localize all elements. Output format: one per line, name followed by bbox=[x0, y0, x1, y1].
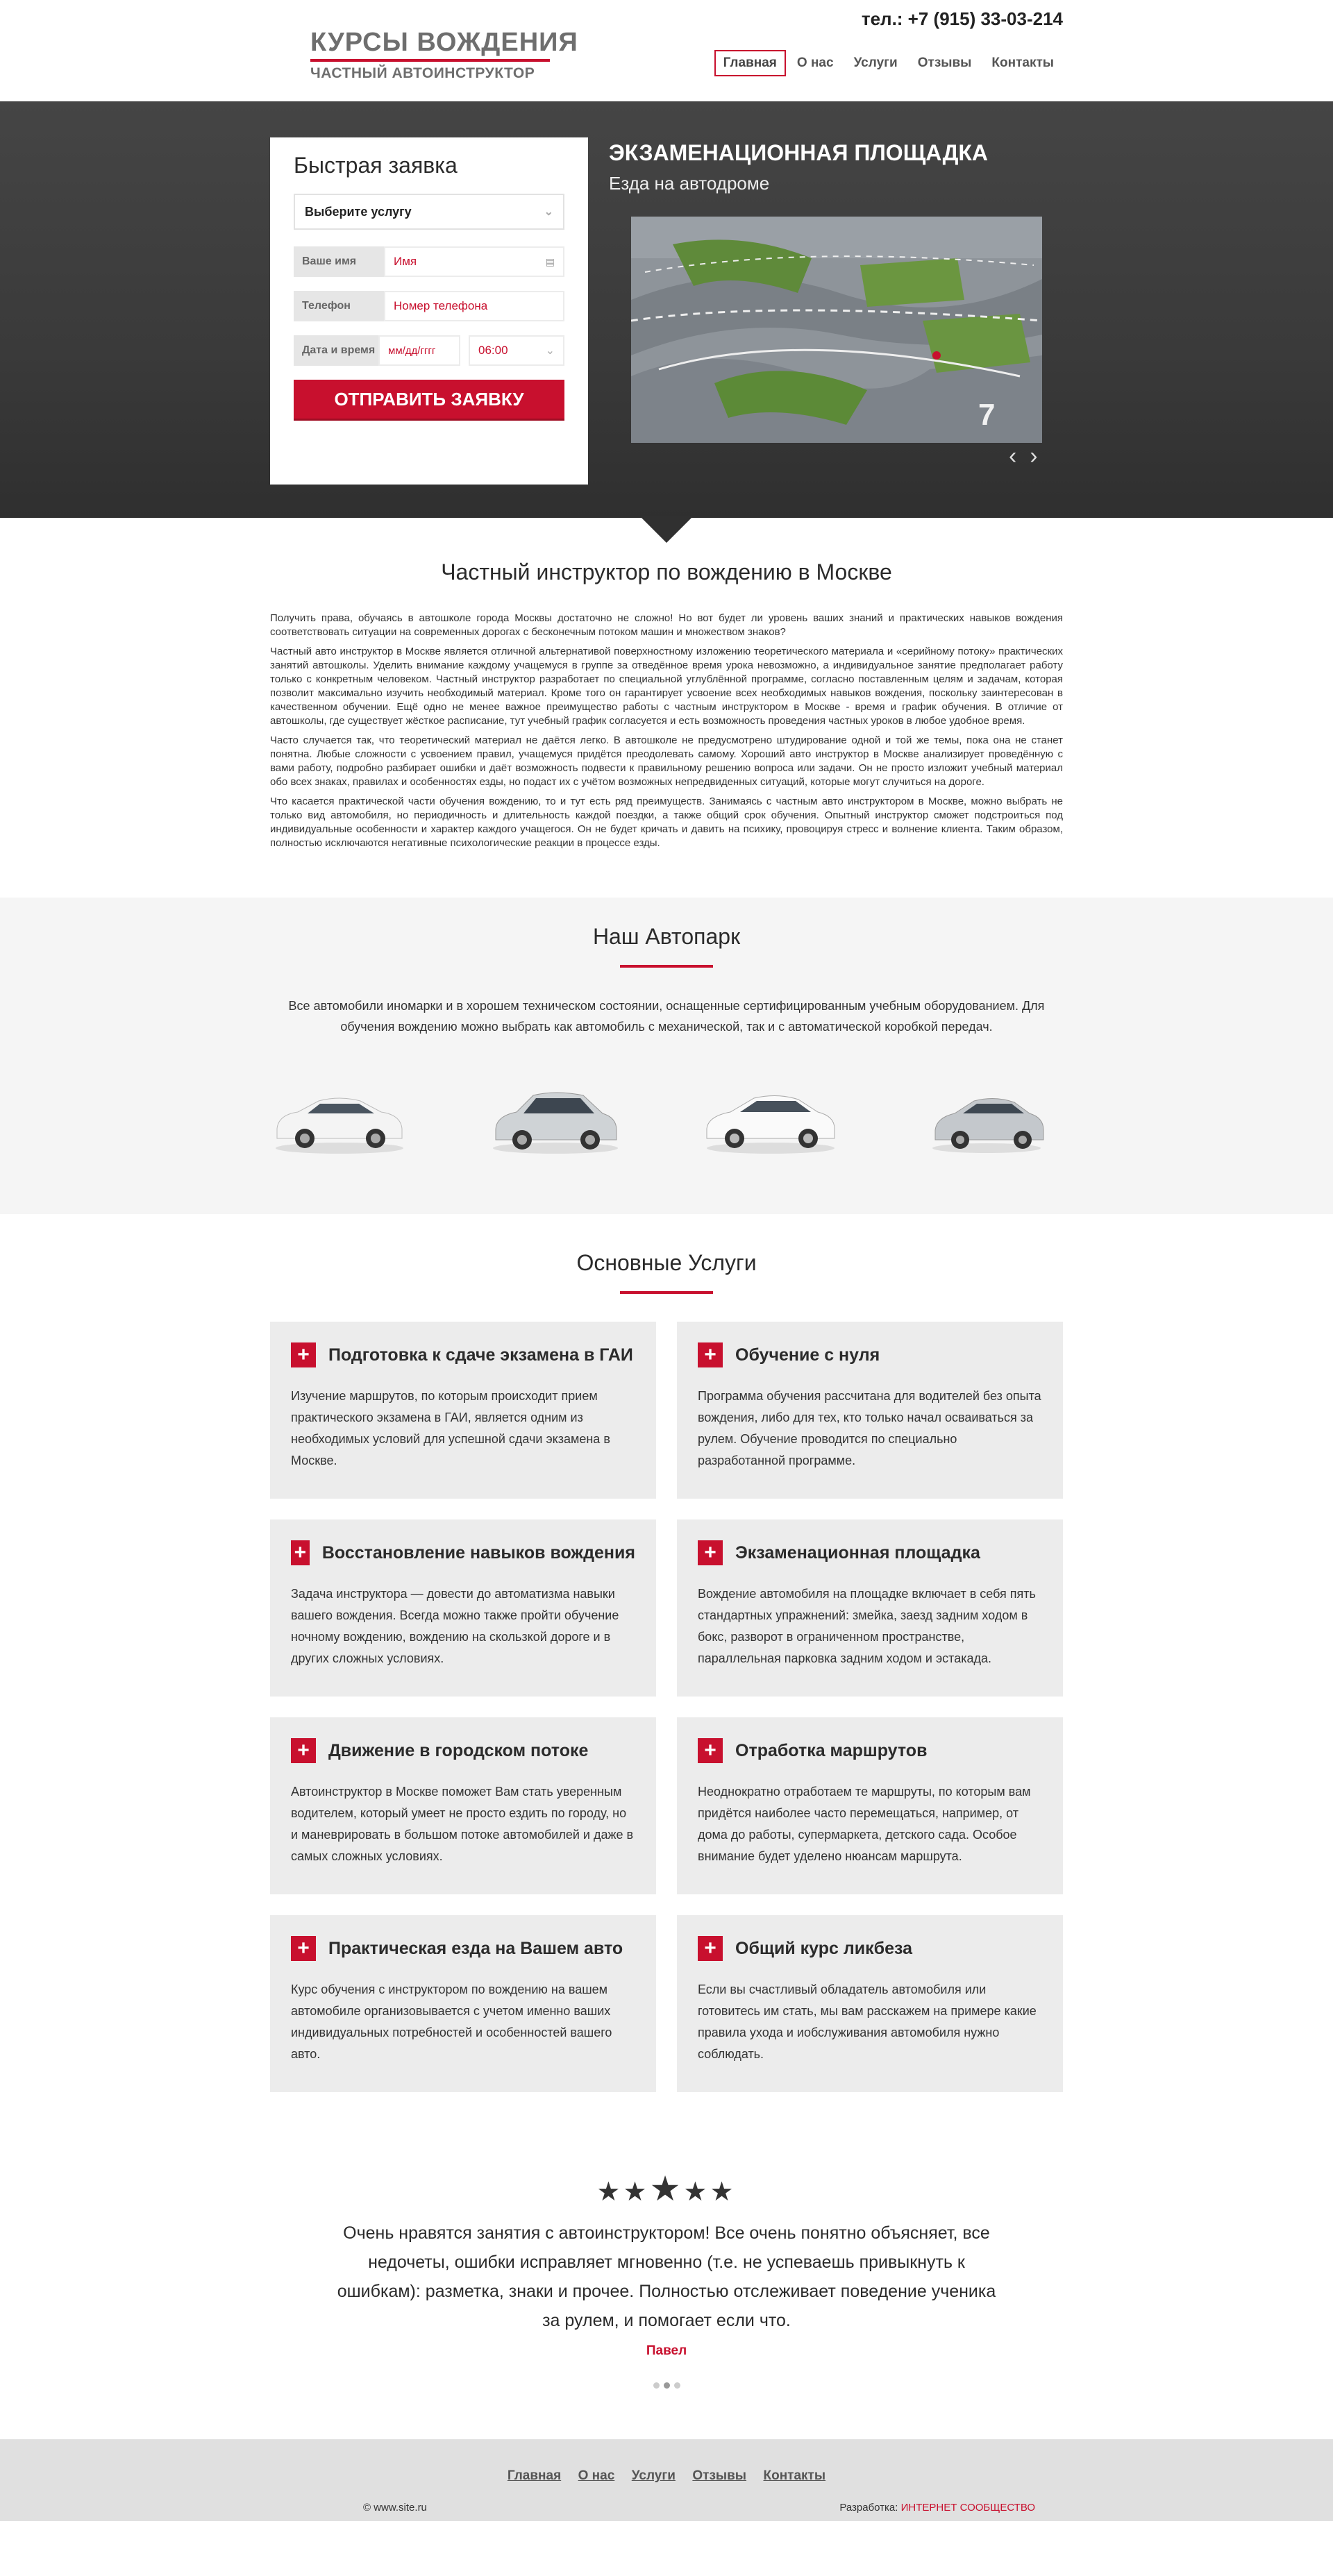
service-text: Если вы счастливый обладатель автомобиля или готовитесь им стать, мы вам расскажем на примере какие правила ухода и иобслуживания автомобиля нужно соблюдать. bbox=[698, 1982, 1037, 2061]
logo-title: КУРСЫ ВОЖДЕНИЯ bbox=[310, 28, 578, 57]
footer-nav-reviews[interactable]: Отзывы bbox=[692, 2468, 747, 2483]
review-author: Павел bbox=[646, 2343, 687, 2358]
time-value: 06:00 bbox=[478, 344, 508, 357]
datetime-row bbox=[294, 335, 564, 366]
phone-placeholder: Номер телефона bbox=[394, 299, 488, 312]
plus-icon: + bbox=[698, 1342, 723, 1367]
nav-about[interactable]: О нас bbox=[796, 56, 834, 70]
developer-link[interactable]: ИНТЕРНЕТ СООБЩЕСТВО bbox=[900, 2502, 1035, 2514]
review-text: Очень нравятся занятия с автоинструктором! Все очень понятно объясняет, все недочеты, ошибки исправляет мгновенно (т.е. не успеваешь привыкнуть к ошибкам): разметка, знаки и прочее. Полностью отслеживает поведение ученика за рулем, и помогает если что. bbox=[337, 2223, 996, 2330]
footer-nav-contacts[interactable]: Контакты bbox=[763, 2468, 826, 2483]
name-row bbox=[294, 246, 564, 277]
services-section bbox=[0, 1214, 1333, 2092]
pagination-dot[interactable] bbox=[674, 2382, 680, 2389]
service-title: Движение в городском потоке bbox=[328, 1740, 589, 1760]
hero-pointer-arrow bbox=[640, 516, 693, 543]
service-card bbox=[677, 1717, 1063, 1894]
star-icon: ★ bbox=[683, 2178, 710, 2207]
phone-label: Телефон bbox=[294, 291, 384, 321]
service-text: Автоинструктор в Москве поможет Вам стать уверенным водителем, который умеет не просто ездить по городу, но и маневрировать в большом потоке автомобилей и даже в самых сложных условиях. bbox=[291, 1785, 634, 1863]
service-title: Подготовка к сдаче экзамена в ГАИ bbox=[328, 1345, 633, 1365]
service-select[interactable] bbox=[294, 194, 564, 230]
name-input[interactable] bbox=[384, 246, 564, 277]
service-card bbox=[270, 1322, 656, 1499]
plus-icon: + bbox=[291, 1936, 316, 1961]
service-text: Вождение автомобиля на площадке включает в себя пять стандартных упражнений: змейка, заезд задним ходом в бокс, разворот в ограниченном пространстве, параллельная парковка задним ходом и эстакада. bbox=[698, 1587, 1036, 1665]
footer-nav-about[interactable]: О нас bbox=[578, 2468, 615, 2483]
service-title: Общий курс ликбеза bbox=[735, 1938, 912, 1958]
slide-title: ЭКЗАМЕНАЦИОННАЯ ПЛОЩАДКА bbox=[609, 140, 989, 165]
fleet-title: Наш Автопарк bbox=[592, 924, 741, 949]
footer-nav bbox=[270, 2468, 1063, 2484]
service-card bbox=[677, 1915, 1063, 2092]
slide-photo-driving-range bbox=[631, 217, 1042, 443]
plus-icon: + bbox=[291, 1738, 316, 1763]
logo-underline bbox=[310, 59, 550, 62]
service-text: Курс обучения с инструктором по вождению на вашем автомобиле организовывается с учетом именно ваших индивидуальных потребностей и особенностей вашего авто. bbox=[291, 1982, 612, 2061]
site-header bbox=[0, 0, 1333, 101]
time-select[interactable] bbox=[469, 335, 564, 366]
plus-icon: + bbox=[291, 1342, 316, 1367]
title-underline bbox=[620, 1291, 713, 1294]
star-icon: ★ bbox=[623, 2178, 650, 2207]
chevron-down-icon: ⌄ bbox=[545, 345, 555, 357]
slide-caption bbox=[609, 140, 988, 194]
slider-next-arrow-icon[interactable]: › bbox=[1030, 443, 1038, 469]
svg-text:7: 7 bbox=[978, 398, 996, 432]
footer-nav-services[interactable]: Услуги bbox=[631, 2468, 676, 2483]
service-title: Восстановление навыков вождения bbox=[321, 1542, 635, 1563]
main-nav bbox=[712, 50, 1063, 76]
copyright: © www.site.ru bbox=[363, 2502, 427, 2514]
star-icon: ★ bbox=[710, 2178, 737, 2207]
date-input[interactable] bbox=[378, 335, 460, 366]
form-title: Быстрая заявка bbox=[294, 153, 458, 178]
nav-reviews[interactable]: Отзывы bbox=[917, 56, 972, 70]
chevron-down-icon: ⌄ bbox=[544, 206, 553, 218]
nav-services[interactable]: Услуги bbox=[853, 56, 898, 70]
service-title: Экзаменационная площадка bbox=[735, 1542, 980, 1563]
star-icon: ★ bbox=[596, 2178, 623, 2207]
service-title: Отработка маршрутов bbox=[735, 1740, 928, 1760]
site-footer bbox=[0, 2439, 1333, 2521]
plus-icon: + bbox=[291, 1540, 310, 1565]
service-select-value: Выберите услугу bbox=[305, 204, 412, 219]
datetime-label: Дата и время bbox=[294, 335, 378, 366]
phone-input[interactable] bbox=[384, 291, 564, 321]
car-image-sedan-white-2 bbox=[701, 1080, 840, 1156]
car-image-sedan-silver bbox=[917, 1080, 1056, 1156]
developer-credit bbox=[839, 2502, 1035, 2514]
rating-stars bbox=[0, 2169, 1333, 2209]
pagination-dot-active[interactable] bbox=[664, 2382, 670, 2389]
nav-contacts[interactable]: Контакты bbox=[991, 56, 1054, 70]
services-grid bbox=[270, 1322, 1063, 2092]
slide-subtitle: Езда на автодроме bbox=[609, 173, 770, 194]
title-underline bbox=[620, 965, 713, 968]
header-phone[interactable]: тел.: +7 (915) 33-03-214 bbox=[861, 8, 1063, 29]
service-card bbox=[270, 1519, 656, 1697]
service-title: Практическая езда на Вашем авто bbox=[328, 1938, 623, 1958]
fleet-section bbox=[0, 898, 1333, 1214]
service-text: Задача инструктора — довести до автоматизма навыки вашего вождения. Всегда можно также пройти обучение ночному вождению, вождению на скользкой дороге и в других сложных условиях. bbox=[291, 1587, 619, 1665]
quick-request-form bbox=[270, 137, 588, 485]
name-placeholder: Имя bbox=[394, 255, 417, 268]
fleet-description: Все автомобили иномарки и в хорошем техническом состоянии, оснащенные сертифицированным учебным оборудованием. Для обучения вождению можно выбрать как автомобиль с механической, так и с автоматической коробкой передач. bbox=[288, 999, 1045, 1034]
service-text: Изучение маршрутов, по которым происходит прием практического экзамена в ГАИ, является одним из необходимых условий для успешной сдачи экзамена в Москве. bbox=[291, 1389, 610, 1467]
review-section bbox=[0, 2092, 1333, 2439]
date-placeholder: мм/дд/гггг bbox=[388, 344, 436, 357]
hero-section bbox=[0, 101, 1333, 518]
car-image-sedan-white bbox=[270, 1080, 409, 1156]
slider-arrows bbox=[1009, 443, 1038, 470]
slider-prev-arrow-icon[interactable]: ‹ bbox=[1009, 443, 1017, 469]
submit-button[interactable]: ОТПРАВИТЬ ЗАЯВКУ bbox=[294, 380, 564, 419]
intro-title: Частный инструктор по вождению в Москве bbox=[441, 559, 892, 584]
logo[interactable] bbox=[310, 28, 578, 82]
star-icon: ★ bbox=[649, 2169, 684, 2208]
plus-icon: + bbox=[698, 1936, 723, 1961]
intro-paragraph: Получить права, обучаясь в автошколе города Москвы достаточно не сложно! Но вот будет ли уровень ваших знаний и практических навыков вождения соответствовать ситуации на современных дорогах с бесконечным потоком машин и множеством знаков? bbox=[270, 612, 1063, 638]
footer-nav-home[interactable]: Главная bbox=[507, 2468, 562, 2483]
intro-paragraph: Часто случается так, что теоретический материал не даётся легко. В автошколе не предусмотрено штудирование одной и той же темы, пока она не станет понятна. Любые сложности с усвоением правил, учащемуся придётся преодолевать самому. Хороший авто инструктор в Москве анализирует проведённую с вами работу, подробно разбирает ошибки и даёт возможность подвести к правильному решению вопроса или задачи. Он не просто изложит учебный материал обо всех знаках, правилах и особенностях езды, но подаст их с учётом возможных непредвиденных ситуаций, которые могут случиться на дороге. bbox=[270, 734, 1063, 788]
service-card bbox=[270, 1717, 656, 1894]
services-title: Основные Услуги bbox=[576, 1250, 757, 1275]
service-text: Неоднократно отработаем те маршруты, по которым вам придётся наиболее часто перемещаться, например, от дома до работы, супермаркета, детского сада. Особое внимание будет уделено нюансам маршрута. bbox=[698, 1785, 1031, 1863]
pagination-dot[interactable] bbox=[653, 2382, 660, 2389]
name-label: Ваше имя bbox=[294, 246, 384, 277]
service-title: Обучение с нуля bbox=[735, 1345, 880, 1365]
car-gallery bbox=[270, 1037, 1063, 1156]
nav-home[interactable]: Главная bbox=[714, 50, 786, 76]
footer-bottom bbox=[270, 2502, 1063, 2514]
plus-icon: + bbox=[698, 1540, 723, 1565]
service-text: Программа обучения рассчитана для водителей без опыта вождения, либо для тех, кто только начал осваиваться за рулем. Обучение проводится по специально разработанной программе. bbox=[698, 1389, 1041, 1467]
service-card bbox=[677, 1519, 1063, 1697]
plus-icon: + bbox=[698, 1738, 723, 1763]
developer-label: Разработка: bbox=[839, 2502, 898, 2514]
logo-subtitle: ЧАСТНЫЙ АВТОИНСТРУКТОР bbox=[310, 65, 535, 81]
service-card bbox=[270, 1915, 656, 2092]
service-card bbox=[677, 1322, 1063, 1499]
intro-paragraph: Частный авто инструктор в Москве является отличной альтернативой поверхностному изложению теоретического материала и «серийному потоку» практических занятий автошколы. Уделить внимание каждому учащемуся в группе за отведённое время урока невозможно, а индивидуальное занятие предполагает работу только с конкретным человеком. Частный инструктор разработает по специальной углублённой программе, согласно поставленным целям и задачам, которая позволит максимально изучить необходимый материал. Кроме того он гарантирует усвоение всех необходимых навыков вождения, поскольку заинтересован в качественном обучении. Ещё одно не менее важное преимущество работы с частным инструктором в Москве - время и график обучения. В отличие от автошколы, где существует жёсткое расписание, тут учебный график согласуется и есть возможность проведения частных уроков в любое удобное время. bbox=[270, 646, 1063, 727]
review-pagination bbox=[0, 2382, 1333, 2389]
intro-section bbox=[0, 518, 1333, 898]
car-image-hatchback-silver bbox=[486, 1080, 625, 1156]
phone-row bbox=[294, 291, 564, 321]
contact-card-icon: ▤ bbox=[545, 255, 555, 267]
intro-paragraph: Что касается практической части обучения вождению, то и тут есть ряд преимуществ. Занимаясь с частным авто инструктором в Москве, можно выбрать не только вид автомобиля, но периодичность и длительность каждой поездки, а также общий срок обучения. Опытный инструктор сможет подстроиться под индивидуальные особенности и характер каждого учащегося. Он не будет кричать и давить на психику, провоцируя стресс и волнение клиента. Таким образом, полностью исключаются негативные психологические реакции в процессе езды. bbox=[270, 795, 1063, 849]
